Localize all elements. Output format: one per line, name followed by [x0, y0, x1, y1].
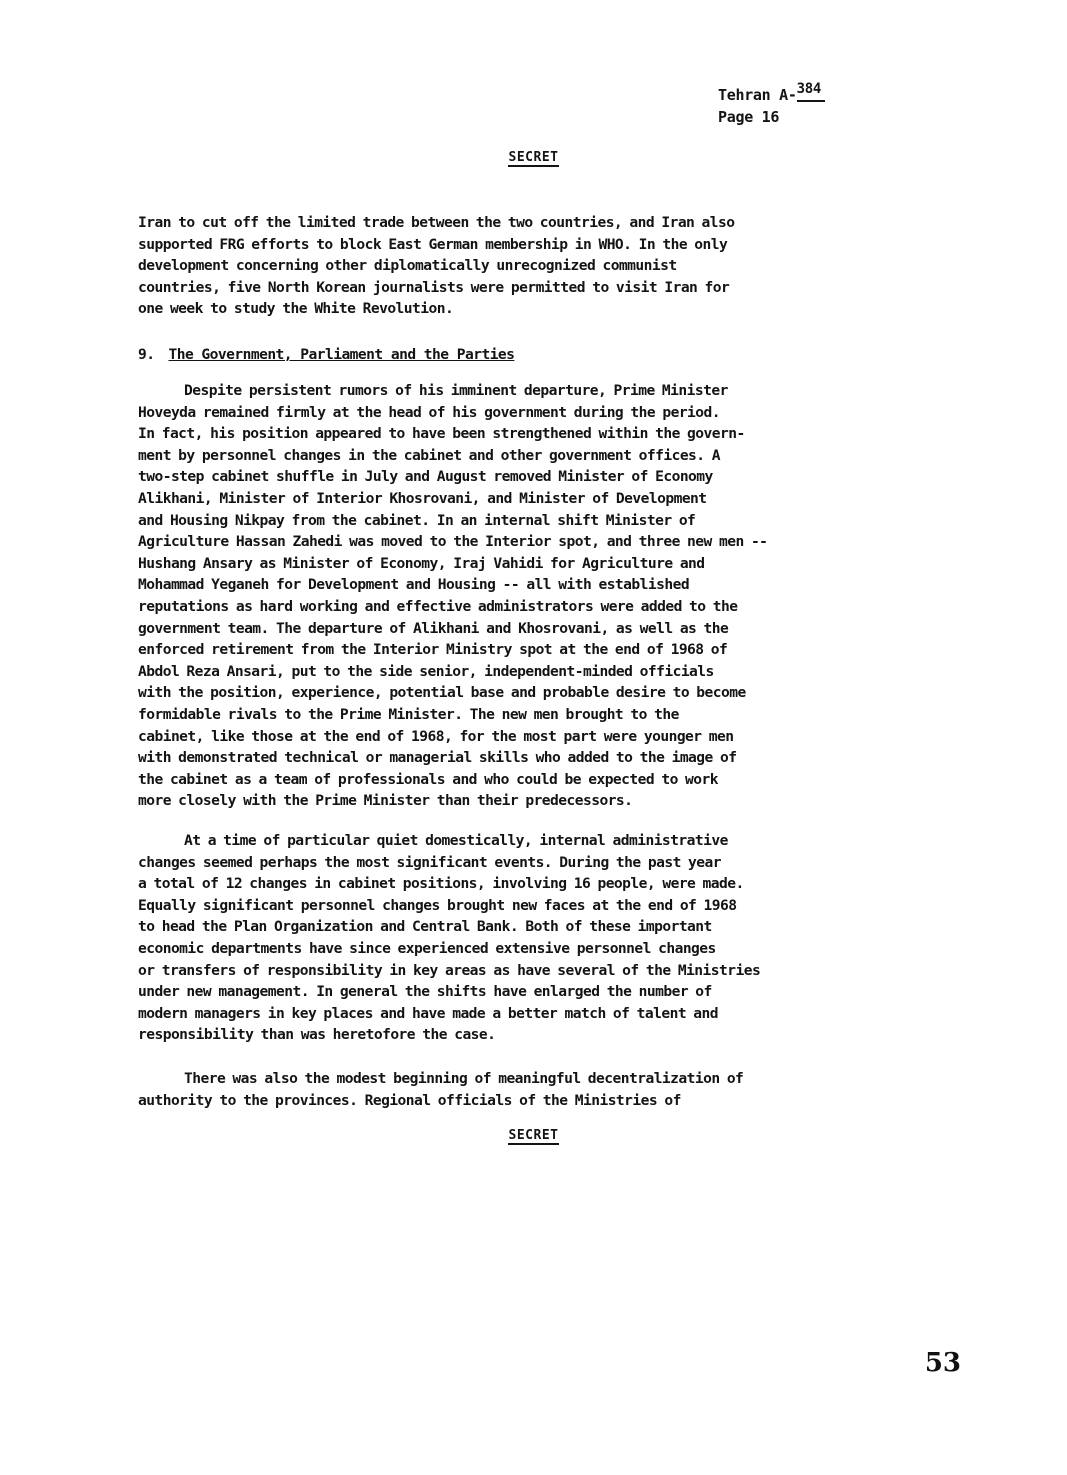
text-line: and Housing Nikpay from the cabinet. In an internal shift Minister of	[138, 511, 696, 529]
classification-bottom-label: SECRET	[508, 1128, 559, 1143]
text-line: government team. The departure of Alikhani and Khosrovani, as well as the	[138, 619, 729, 637]
text-line: In fact, his position appeared to have been strengthened within the govern-	[138, 425, 745, 443]
text-line: changes seemed perhaps the most significant events. During the past year	[138, 853, 722, 871]
text-line: cabinet, like those at the end of 1968, for the most part were younger men	[138, 727, 734, 745]
text-line: Hoveyda remained firmly at the head of his government during the period.	[138, 403, 721, 421]
text-line: development concerning other diplomatically unrecognized communist	[138, 257, 677, 275]
paragraph-2	[138, 380, 958, 812]
classification-top	[0, 150, 1067, 165]
text-line: At a time of particular quiet domestically, internal administrative	[184, 832, 728, 849]
text-line: more closely with the Prime Minister than their predecessors.	[138, 792, 633, 810]
text-line: two-step cabinet shuffle in July and August removed Minister of Economy	[138, 468, 713, 486]
text-line: Mohammad Yeganeh for Development and Housing -- all with established	[138, 576, 690, 594]
text-line: the cabinet as a team of professionals and who could be expected to work	[138, 770, 719, 788]
text-line: or transfers of responsibility in key areas as have several of the Ministries	[138, 961, 761, 979]
text-line: countries, five North Korean journalists were permitted to visit Iran for	[138, 278, 730, 296]
text-line: Hushang Ansary as Minister of Economy, Iraj Vahidi for Agriculture and	[138, 554, 705, 572]
text-line: with the position, experience, potential base and probable desire to become	[138, 684, 746, 702]
text-line: ment by personnel changes in the cabinet and other government offices. A	[138, 446, 721, 464]
section-title: The Government, Parliament and the Parties	[168, 346, 515, 363]
text-line: supported FRG efforts to block East German membership in WHO. In the only	[138, 235, 728, 253]
text-line: Abdol Reza Ansari, put to the side senior, independent-minded officials	[138, 662, 714, 680]
paragraph-1	[138, 212, 958, 320]
paragraph-4	[138, 1068, 958, 1111]
text-line: Iran to cut off the limited trade between the two countries, and Iran also	[138, 214, 735, 231]
text-line: to head the Plan Organization and Central Bank. Both of these important	[138, 918, 712, 936]
reference-number: 384	[797, 78, 825, 102]
text-line: responsibility than was heretofore the case.	[138, 1026, 496, 1044]
text-line: Agriculture Hassan Zahedi was moved to the Interior spot, and three new men --	[138, 533, 768, 551]
page-number: 53	[924, 1348, 961, 1378]
text-line: authority to the provinces. Regional officials of the Ministries of	[138, 1091, 681, 1109]
reference-line	[718, 81, 825, 106]
paragraph-3	[138, 830, 958, 1046]
document-reference	[718, 81, 825, 128]
text-line: Equally significant personnel changes brought new faces at the end of 1968	[138, 896, 737, 914]
text-line: There was also the modest beginning of meaningful decentralization of	[184, 1070, 744, 1087]
text-line: reputations as hard working and effective administrators were added to the	[138, 597, 738, 615]
text-line: with demonstrated technical or managerial skills who added to the image of	[138, 749, 737, 767]
text-line: economic departments have since experienced extensive personnel changes	[138, 939, 716, 957]
classification-bottom	[0, 1128, 1067, 1143]
text-line: enforced retirement from the Interior Ministry spot at the end of 1968 of	[138, 641, 728, 659]
text-line: formidable rivals to the Prime Minister. The new men brought to the	[138, 705, 679, 723]
text-line: a total of 12 changes in cabinet positions, involving 16 people, were made.	[138, 875, 744, 893]
section-heading	[138, 346, 514, 363]
text-line: one week to study the White Revolution.	[138, 300, 454, 318]
classification-top-label: SECRET	[508, 150, 559, 165]
text-line: under new management. In general the shifts have enlarged the number of	[138, 983, 712, 1001]
section-number: 9.	[138, 346, 155, 363]
text-line: modern managers in key places and have made a better match of talent and	[138, 1004, 719, 1022]
text-line: Alikhani, Minister of Interior Khosrovani, and Minister of Development	[138, 489, 707, 507]
reference-prefix: Tehran A-	[718, 86, 797, 104]
text-line: Despite persistent rumors of his imminent departure, Prime Minister	[184, 382, 728, 399]
page-label: Page 16	[718, 108, 780, 126]
